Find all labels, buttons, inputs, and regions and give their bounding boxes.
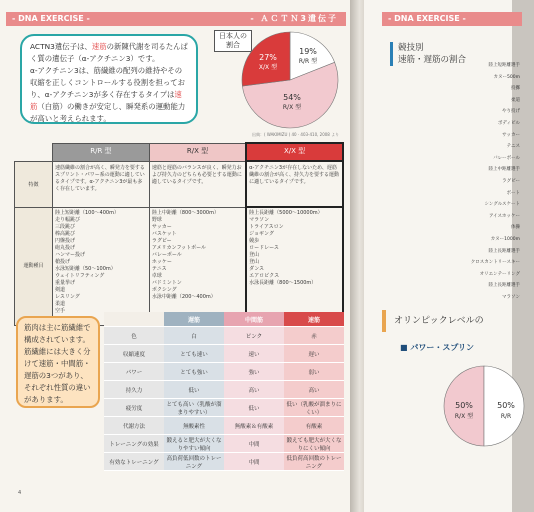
row-header-sports: 運動種目 xyxy=(15,207,53,325)
sport-list-item: オリエンテーリング xyxy=(479,271,520,277)
fiber-cell: 中間 xyxy=(224,453,284,471)
muscle-note-box: 筋肉は主に筋繊維で構成されています。筋繊維には大きく分けて速筋・中間筋・遅筋の3つがあり、それぞれ性質の違いがあります。 xyxy=(16,316,100,408)
fiber-cell: 遅い xyxy=(284,345,344,363)
sport-list-item: サッカー xyxy=(502,132,520,138)
sport-list-item: 体操 xyxy=(511,225,520,231)
fiber-row-label: トレーニングの効果 xyxy=(104,435,164,453)
right-section-title xyxy=(390,42,466,66)
power-sprint-heading: ■ パワー・スプリン xyxy=(400,343,475,352)
fiber-cell: 低い xyxy=(224,399,284,417)
sport-list-item: ボート xyxy=(506,190,520,196)
fiber-cell: とても強い xyxy=(164,363,224,381)
sports-xx: 陸上長距離（5000〜10000m） マラソン トライアスロン ジョギング 競歩 ロードレース 登山 登山 ダンス エアロビクス 水泳長距離（800〜1500m） xyxy=(246,207,343,325)
sport-list-item: アイスホッケー xyxy=(488,213,520,219)
fiber-row-label: パワー xyxy=(104,363,164,381)
col-header-xx: X/X 型 xyxy=(246,143,343,161)
sport-list-item: カヌー1000m xyxy=(490,236,520,242)
olympic-pie-right-pct: 50% xyxy=(497,401,515,410)
olympic-pie-left-pct: 50% xyxy=(455,401,473,410)
fiber-row-label: 代謝方法 xyxy=(104,417,164,435)
fiber-header-mid: 中間筋 xyxy=(224,312,284,327)
intro-text: （白筋）の働きが安定し、瞬発系の運動能力が高いと考えられます。 xyxy=(30,102,186,123)
fiber-row xyxy=(104,363,344,381)
fiber-cell: 低負荷高回数のトレーニング xyxy=(284,453,344,471)
right-title-line2: 速筋・遅筋の割合 xyxy=(398,55,467,65)
table-corner xyxy=(15,143,53,161)
pie-label-rx-pct: 54% xyxy=(283,93,301,102)
fiber-cell: 中間 xyxy=(224,435,284,453)
sports-rr: 陸上短距離（100〜400m） 走り幅跳び 三段跳び 棒高跳び 円盤投げ 砲丸投げ ハンマー投げ 槍投げ 水泳短距離（50〜100m） ウェイトリフティング 重量挙げ 剣道 レスリング 柔道 空手 xyxy=(53,207,150,325)
fiber-cell: 鍛えると肥大が大くなりやすい傾向 xyxy=(164,435,224,453)
fiber-row-label: 疲労度 xyxy=(104,399,164,417)
intro-text: ACTN3遺伝子は、 xyxy=(30,42,92,51)
intro-highlight: 速筋 xyxy=(30,90,182,111)
fiber-table-body xyxy=(104,327,344,471)
sport-list-item: マラソン xyxy=(502,294,520,300)
feature-xx: α-アクチニン3が存在しないため、遅筋繊維の割合が高く、持久力を要する運動に適しているタイプです。 xyxy=(246,161,343,207)
fiber-cell: 鍛えても肥大が大くなりにくい傾向 xyxy=(284,435,344,453)
sport-list-item: クロスカントリースキー xyxy=(470,260,520,266)
fiber-row xyxy=(104,399,344,417)
col-header-rx: R/X 型 xyxy=(149,143,246,161)
sport-list-item: シングルスケート xyxy=(484,202,520,208)
fiber-cell: 有酸素 xyxy=(284,417,344,435)
fiber-row-label: 収縮速度 xyxy=(104,345,164,363)
genotype-table xyxy=(14,142,344,326)
page-number: 4 xyxy=(18,490,22,496)
fiber-cell: 白 xyxy=(164,327,224,345)
right-page xyxy=(364,0,520,512)
pie-legend-box: 日本人の割合 xyxy=(214,30,252,52)
fiber-cell: とても高い（乳酸が溜まりやすい） xyxy=(164,399,224,417)
sport-list-item: バレーボール xyxy=(493,155,520,161)
col-header-rr: R/R 型 xyxy=(53,143,150,161)
fiber-row xyxy=(104,345,344,363)
right-header-title: - DNA EXERCISE - xyxy=(388,14,466,23)
intro-text: α-アクチニン3は、筋繊維の配列の維持やその収縮を正しくコントロールする役割を担っており、α-アクチニン3が多く存在するタイプは xyxy=(30,66,186,99)
fiber-row-label: 有効なトレーニング xyxy=(104,453,164,471)
fiber-row-label: 色 xyxy=(104,327,164,345)
fiber-cell: 無酸素性 xyxy=(164,417,224,435)
sport-list-item: 陸上短距離選手 xyxy=(488,63,520,68)
pie-label-xx-type: X/X 型 xyxy=(258,64,278,71)
olympic-pie-right-type: R/R xyxy=(500,413,512,420)
fiber-cell: 無酸素＆有酸素 xyxy=(224,417,284,435)
sports-rx: 陸上中距離（800〜3000m） 野球 サッカー バスケット ラグビー アメリカンフットボール バレーボール ホッケー テニス 卓球 バドミントン ボクシング 水泳中距離（200〜400m） xyxy=(149,207,246,325)
intro-text: の新陳代謝を司るたんぱく質の遺伝子（α-アクチニン3）です。 xyxy=(30,42,188,63)
olympic-pie-chart xyxy=(442,364,526,448)
fiber-cell: 赤 xyxy=(284,327,344,345)
fiber-row-label: 持久力 xyxy=(104,381,164,399)
sport-list-item: 柔道 xyxy=(511,97,520,103)
feature-rr: 速筋繊維の割合が高く、瞬発力を要するスプリント・パワー系の運動に適しているタイプです。α-アクチニン3が最も多く存在しています。 xyxy=(53,161,150,207)
fiber-cell: 高い xyxy=(224,381,284,399)
fiber-header-fast: 速筋 xyxy=(284,312,344,327)
olympic-pie-left-type: R/X 型 xyxy=(454,413,474,420)
pie-label-rx-type: R/X 型 xyxy=(282,104,302,111)
fiber-row xyxy=(104,417,344,435)
right-header-bar xyxy=(382,12,522,26)
fiber-cell: 強い xyxy=(224,363,284,381)
sport-list-item: 陸上長距離選手 xyxy=(488,283,520,289)
sport-list-item: 陸上長距離選手 xyxy=(488,248,520,254)
header-left-title: - DNA EXERCISE - xyxy=(12,14,90,23)
row-header-feature: 特徴 xyxy=(15,161,53,207)
sport-list-item: ボディビル xyxy=(497,120,520,126)
sport-list-item: 投擲 xyxy=(511,86,520,92)
fiber-header-slow: 遅筋 xyxy=(164,312,224,327)
header-bar xyxy=(6,12,346,26)
pie-label-rr-type: R/R 型 xyxy=(298,58,318,65)
fiber-cell: 低い（乳酸が溜まりにくい） xyxy=(284,399,344,417)
olympic-heading: オリンピックレベルの xyxy=(382,310,534,332)
sport-list-item: 陸上中距離選手 xyxy=(488,167,520,173)
intro-box xyxy=(20,34,198,124)
fiber-header xyxy=(104,312,164,327)
fiber-row xyxy=(104,453,344,471)
fiber-row xyxy=(104,327,344,345)
fiber-cell: 低い xyxy=(164,381,224,399)
fiber-cell: ピンク xyxy=(224,327,284,345)
fiber-row xyxy=(104,381,344,399)
intro-highlight: 速筋 xyxy=(91,42,107,51)
fiber-cell: 弱い xyxy=(284,363,344,381)
fiber-cell: 高負荷低回数のトレーニング xyxy=(164,453,224,471)
feature-rx: 速筋と遅筋のバランスが良く、瞬発力および持久力のどちらも必要とする運動に適しているタイプです。 xyxy=(149,161,246,207)
genotype-pie-chart xyxy=(238,28,342,132)
fiber-table xyxy=(104,312,344,471)
right-title-line1: 競技別 xyxy=(398,43,424,53)
sport-list-item: ラグビー xyxy=(502,178,520,184)
fiber-cell: とても速い xyxy=(164,345,224,363)
sport-ratio-list xyxy=(460,60,520,303)
fiber-row xyxy=(104,435,344,453)
source-note: 出典：( WAKIMIZU ) 40 · 403-410, 2008 より xyxy=(252,132,340,137)
pie-label-rr-pct: 19% xyxy=(299,47,317,56)
fiber-cell: 高い xyxy=(284,381,344,399)
header-right-title: - ＡＣＴＮ3遺伝子 xyxy=(250,14,338,23)
sport-list-item: カヌー500m xyxy=(493,74,520,80)
fiber-cell: 速い xyxy=(224,345,284,363)
sport-list-item: テニス xyxy=(506,144,520,150)
pie-slices xyxy=(242,32,338,128)
pie-label-xx-pct: 27% xyxy=(259,53,277,62)
sport-list-item: やり投げ xyxy=(502,109,520,115)
